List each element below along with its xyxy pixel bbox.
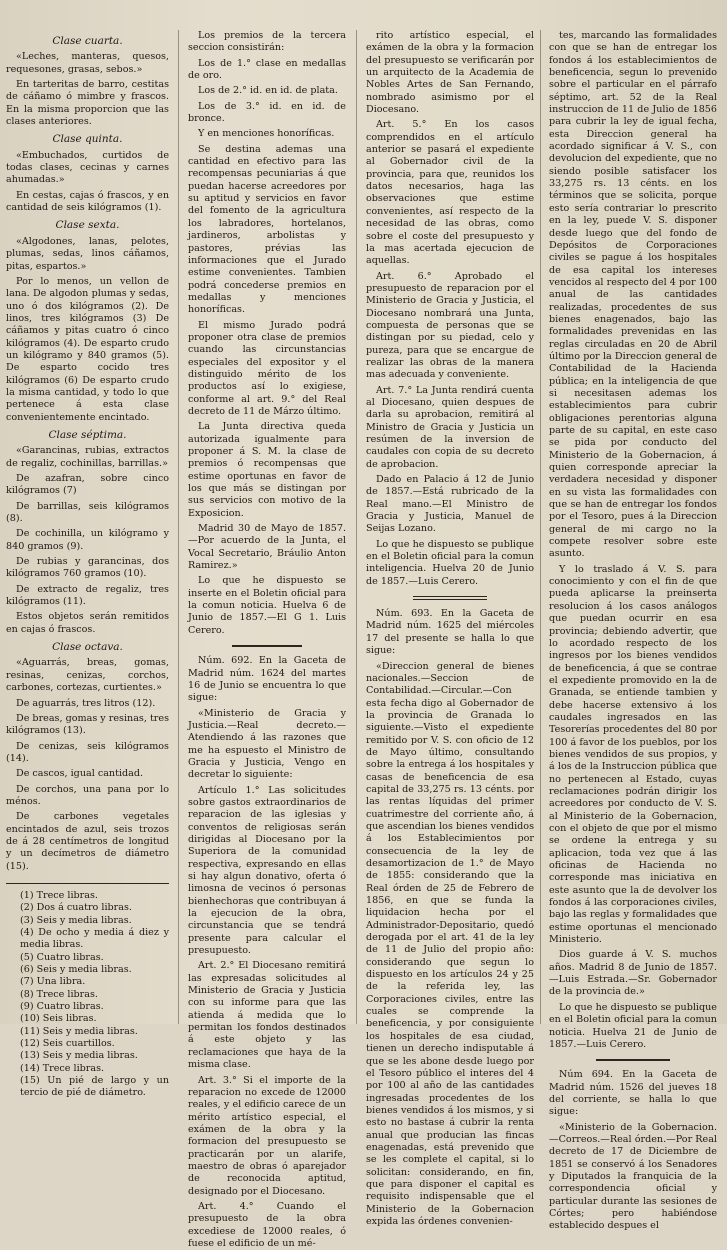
- paragraph: De cochinilla, un kilógramo y 840 gramos (9).: [6, 528, 169, 552]
- paragraph: De azafran, sobre cinco kilógramos (7): [6, 473, 169, 497]
- paragraph: Por lo menos, un vellon de lana. De algodon plumas y sedas, uno ó dos kilógramos (2). De linos, tres kilógramos (3) De cáñamos y pitas cuatro ó cinco kilógramos (4). De esparto crudo un kilógramo y 840 gramos (5). De esparto cocido tres kilógramos (6) De esparto crudo la misma cantidad, y todo lo que pertenece á esta clase convenientemente encintado.: [6, 275, 169, 423]
- paragraph: De barrillas, seis kilógramos (8).: [6, 500, 169, 525]
- footnote: (15) Un pié de largo y un tercio de pié de diámetro.: [20, 1075, 169, 1099]
- paragraph: Estos objetos serán remitidos en cajas ó frascos.: [6, 611, 169, 635]
- footnote: (5) Cuatro libras.: [20, 951, 104, 963]
- paragraph: Dios guarde á V. S. muchos años. Madrid 8 de Junio de 1857.—Luis Estrada.—Sr. Gobernador de la provincia de.»: [549, 949, 717, 998]
- paragraph: «Ministerio de la Gobernacion.—Correos.—Real órden.—Por Real decreto de 17 de Diciembre de 1851 se conservó á los Senadores y Diputados la franquicia de la correspondencia oficial y particular durante las sesiones de Córtes; pero habiéndose establecido despues el: [549, 1121, 717, 1232]
- section-heading: Clase octava.: [52, 641, 123, 654]
- paragraph: De corchos, una pana por lo ménos.: [6, 783, 169, 807]
- column-4: [549, 30, 717, 1232]
- paragraph: De breas, gomas y resinas, tres kilógramos (13).: [6, 712, 169, 737]
- paragraph: «Ministerio de Gracia y Justicia.—Real decreto.—Atendiendo á las razones que me ha espuesto el Ministro de Gracia y Justicia, Vengo en decretar lo siguiente:: [188, 707, 346, 781]
- paragraph: Los premios de la tercera seccion consistirán:: [188, 30, 346, 54]
- footnote: (1) Trece libras.: [20, 889, 98, 901]
- paragraph: Art. 2.° El Diocesano remitirá las expresadas solicitudes al Ministerio de Gracia y Justicia con su informe para que las atienda á medida que lo permitan los fondos destinados á este objeto y las reclamaciones que haya de la misma clase.: [188, 960, 346, 1071]
- column-rule: [178, 30, 179, 1024]
- footnote: (11) Seis y media libras.: [20, 1025, 138, 1037]
- paragraph: Núm. 693. En la Gaceta de Madrid núm. 1625 del miércoles 17 del presente se halla lo que sigue:: [366, 608, 534, 657]
- paragraph: Lo que he dispuesto se inserte en el Boletin oficial para la comun noticia. Huelva 6 de Junio de 1857.—El G 1. Luis Cerero.: [188, 575, 346, 636]
- footnote: (7) Una libra.: [20, 976, 86, 988]
- footnote: (3) Seis y media libras.: [20, 914, 132, 926]
- footnote: (9) Cuatro libras.: [20, 1001, 104, 1013]
- paragraph: Y lo traslado á V. S. para conocimiento y con el fin de que pueda aplicarse la preinserta resolucion á los casos análogos que puedan ocurrir en esa provincia; debiendo advertir, que lo acordado respecto de los ingresos por los bienes vendidos de beneficencia, á que se contrae el expediente promovido en la de Granada, se entiende tambien y debe hacerse extensivo á los caudales ingresados en las Tesorerías procedentes del 80 por 100 á favor de los pueblos, por los bienes vendidos de sus propios, y á los de la Instruccion pública que no pertenecen al Estado, cuyas reclamaciones podrán dirigir los acreedores por conducto de V. S. al Ministerio de la Gobernacion, con el objeto de que por el mismo se ordene la entrega y su aplicacion, toda vez que á las oficinas de Hacienda no corresponde mas iniciativa en este asunto que la de devolver los fondos á las corporaciones civiles, bajo las reglas y formalidades que estime oportunas el mencionado Ministerio.: [549, 563, 717, 946]
- paragraph: De cenizas, seis kilógramos (14).: [6, 740, 169, 764]
- paragraph: Lo que he dispuesto se publique en el Boletin oficial para la comun noticia. Huelva 21 de Junio de 1857.—Luis Cerero.: [549, 1001, 717, 1050]
- paragraph: Madrid 30 de Mayo de 1857.—Por acuerdo de la Junta, el Vocal Secretario, Bráulio Anton Ramirez.»: [188, 523, 346, 572]
- paragraph: rito artístico especial, el exámen de la obra y la formacion del presupuesto se verificarán por un arquitecto de la Academia de Nobles Artes de San Fernando, nombrado asimismo por el Diocesano.: [366, 30, 534, 116]
- paragraph: Art. 4.° Cuando el presupuesto de la obra excediese de 12000 reales, ó fuese el edificio de un mé-: [188, 1200, 346, 1249]
- footnote: (6) Seis y media libras.: [20, 964, 132, 976]
- paragraph: De extracto de regaliz, tres kilógramos (11).: [6, 583, 169, 608]
- paragraph: El mismo Jurado podrá proponer otra clase de premios cuando las circunstancias especiales del expositor y el distinguido mérito de los productos así lo exigiese, conforme al art. 9.° del Real decreto de 11 de Márzo último.: [188, 319, 346, 417]
- paragraph: Art. 6.° Aprobado el presupuesto de reparacion por el Ministerio de Gracia y Justicia, el Diocesano nombrará una Junta, compuesta de personas que se distingan por su piedad, celo y pureza, para que se encargue de realizar las obras de la manera mas adecuada y conveniente.: [366, 270, 534, 381]
- paragraph: «Algodones, lanas, pelotes, plumas, sedas, linos cáñamos, pitas, espartos.»: [6, 235, 169, 272]
- section-heading: Clase quinta.: [52, 133, 123, 146]
- footnote: (14) Trece libras.: [20, 1062, 105, 1074]
- article-divider: [232, 645, 302, 647]
- paragraph: De cascos, igual cantidad.: [16, 768, 144, 780]
- paragraph: Núm 694. En la Gaceta de Madrid núm. 1526 del jueves 18 del corriente, se halla lo que sigue:: [549, 1069, 717, 1118]
- column-rule: [356, 30, 357, 1024]
- footnotes: [6, 883, 169, 1100]
- paragraph: Núm. 692. En la Gaceta de Madrid núm. 1624 del martes 16 de Junio se encuentra lo que sigue:: [188, 655, 346, 704]
- column-1: [6, 30, 169, 1099]
- paragraph: tes, marcando las formalidades con que se han de entregar los fondos á los establecimientos de beneficencia, segun lo prevenido sobre el particular en el párrafo séptimo, art. 52 de la Real instruccion de 11 de Julio de 1856 para cubrir la ley de igual fecha, esta Direccion general ha acordado significar á V. S., con devolucion del expediente, que no siendo posible satisfacer los 33,275 rs. 13 cénts. en los términos que se solicita, porque esto sería contrariar lo prescrito en la ley, puede V. S. disponer desde luego que del fondo de Depósitos de Corporaciones civiles se pague á los hospitales de esa capital los intereses vencidos al respecto del 4 por 100 anual de las cantidades realizadas, procedentes de sus bienes enagenados, bajo las formalidades prevenidas en las reglas circuladas en 20 de Abril último por la Direccion general de Contabilidad de la Hacienda pública; en la inteligencia de que si necesitasen ademas los establecimientos para cubrir obligaciones perentorias alguna parte de su capital, en este caso se pida por conducto del Ministerio de la Gobernacion, á quien corresponde apreciar la verdadera necesidad y disponer en su vista las formalidades con que se han de entregar los fondos por el Tesoro, pues á la Direccion general de mi cargo no la compete resolver sobre este asunto.: [549, 30, 717, 560]
- paragraph: «Embuchados, curtidos de todas clases, cecinas y carnes ahumadas.»: [6, 149, 169, 186]
- paragraph: Art. 5.° En los casos comprendidos en el artículo anterior se pasará el expediente al Gobernador civil de la provincia, para que, reunidos los datos necesarios, haga las observaciones que estime convenientes, así respecto de la necesidad de las obras, como sobre el coste del presupuesto y la mas acertada ejecucion de aquellas.: [366, 119, 534, 267]
- article-divider: [413, 596, 487, 600]
- paragraph: Dado en Palacio á 12 de Junio de 1857.—Está rubricado de la Real mano.—El Ministro de Gracia y Justicia, Manuel de Seijas Lozano.: [366, 474, 534, 535]
- paragraph: Lo que he dispuesto se publique en el Boletin oficial para la comun inteligencia. Huelva 20 de Junio de 1857.—Luis Cerero.: [366, 538, 534, 587]
- footnote: (12) Seis cuartillos.: [20, 1038, 115, 1050]
- paragraph: Los de 1.° clase en medallas de oro.: [188, 57, 346, 82]
- footnote: (10) Seis libras.: [20, 1013, 97, 1025]
- paragraph: En tarteritas de barro, cestitas de cáñamo ó mimbre y frascos. En la misma proporcion que las clases anteriores.: [6, 79, 169, 128]
- paragraph: «Direccion general de bienes nacionales.—Seccion de Contabilidad.—Circular.—Con esta fecha digo al Gobernador de la provincia de Granada lo siguiente.—Visto el expediente remitido por V. S. con oficio de 12 de Mayo último, consultando sobre la entrega á los hospitales y casas de beneficencia de esa capital de 33,275 rs. 13 cénts. por las rentas líquidas del primer cuatrimestre del corriente año, á que ascendian los bienes vendidos á los Establecimientos por consecuencia de la ley de desamortizacion de 1.° de Mayo de 1855: considerando que la Real órden de 25 de Febrero de 1856, en que se funda la liquidacion hecha por el Administrador-Depositario, quedó derogada por el art. 41 de la ley de 11 de Julio del propio año: considerando que segun lo dispuesto en los artículos 24 y 25 de la referida ley, las Corporaciones civiles, entre las cuales se comprende la beneficencia, y por consiguiente los hospitales de esa ciudad, tienen un derecho indisputable á que se les abone desde luego por el Tesoro público el interes del 4 por 100 al año de las cantidades ingresadas procedentes de los bienes vendidos á los mismos, y si esto no bastase á cubrir la renta anual que producian las fincas enagenadas, está prevenido que se les complete el capital, si lo solicitan: considerando, en fin, que para disponer el capital es requisito indispensable que el Ministerio de la Gobernacion expida las órdenes convenien-: [366, 660, 534, 1227]
- footnote: (2) Dos á cuatro libras.: [20, 902, 132, 914]
- section-heading: Clase séptima.: [48, 428, 127, 441]
- paragraph: «Aguarrás, breas, gomas, resinas, cenizas, corchos, carbones, cortezas, curtientes.»: [6, 657, 169, 694]
- paragraph: Se destina ademas una cantidad en efectivo para las recompensas pecuniarias á que puedan hacerse acreedores por su aptitud y servicios en favor del fomento de la agricultura los labradores, hortelanos, jardineros, arbolistas y pastores, prévias las informaciones que el Jurado estime convenientes. Tambien podrá concederse premios en medallas y menciones honoríficas.: [188, 143, 346, 316]
- paragraph: De aguarrás, tres litros (12).: [16, 697, 156, 709]
- footnote: (13) Seis y media libras.: [20, 1050, 138, 1062]
- paragraph: Los de 3.° id. en id. de bronce.: [188, 100, 346, 125]
- paragraph: En cestas, cajas ó frascos, y en cantidad de seis kilógramos (1).: [6, 189, 169, 214]
- column-2: [188, 30, 346, 1249]
- column-rule: [540, 30, 541, 1024]
- paragraph: «Leches, manteras, quesos, requesones, grasas, sebos.»: [6, 51, 169, 75]
- paragraph: Art. 3.° Si el importe de la reparacion no excede de 12000 reales, y el edificio carece de un mérito artístico especial, el exámen de la obra y la formacion del presupuesto se practicarán por un alarife, maestro de obras ó aparejador de reconocida aptitud, designado por el Diocesano.: [188, 1074, 346, 1197]
- article-divider: [596, 1059, 670, 1061]
- section-heading: Clase cuarta.: [52, 35, 123, 47]
- paragraph: Los de 2.° id. en id. de plata.: [198, 85, 338, 97]
- paragraph: De carbones vegetales encintados de azul, seis trozos de á 28 centímetros de longitud y un decímetros de diámetro (15).: [6, 811, 169, 872]
- paragraph: Artículo 1.° Las solicitudes sobre gastos extraordinarios de reparacion de las iglesias y conventos de religiosas serán dirigidas al Diocesano por la Superiora de la comunidad respectiva, expresando en ellas si hay algun donativo, oferta ó limosna de vecinos ó personas bienhechoras que contribuyan á la ejecucion de la obra, circunstancia que se tendrá presente para calcular el presupuesto.: [188, 784, 346, 957]
- paragraph: Art. 7.° La Junta rendirá cuenta al Diocesano, quien despues de darla su aprobacion, remitirá al Ministro de Gracia y Justicia un resúmen de la inversion de caudales con copia de su decreto de aprobacion.: [366, 384, 534, 470]
- paragraph: De rubias y garancinas, dos kilógramos 760 gramos (10).: [6, 556, 169, 580]
- paragraph: Y en menciones honoríficas.: [198, 128, 335, 140]
- paragraph: La Junta directiva queda autorizada igualmente para proponer á S. M. la clase de premios ó recompensas que estime oportunas en favor de los que más se distingan por sus servicios con motivo de la Exposicion.: [188, 421, 346, 519]
- footnote: (8) Trece libras.: [20, 988, 98, 1000]
- footnote: (4) De ocho y media á diez y media libras.: [20, 927, 169, 951]
- paragraph: «Garancinas, rubias, extractos de regaliz, cochinillas, barrillas.»: [6, 445, 169, 469]
- section-heading: Clase sexta.: [55, 219, 120, 232]
- column-3: [366, 30, 534, 1227]
